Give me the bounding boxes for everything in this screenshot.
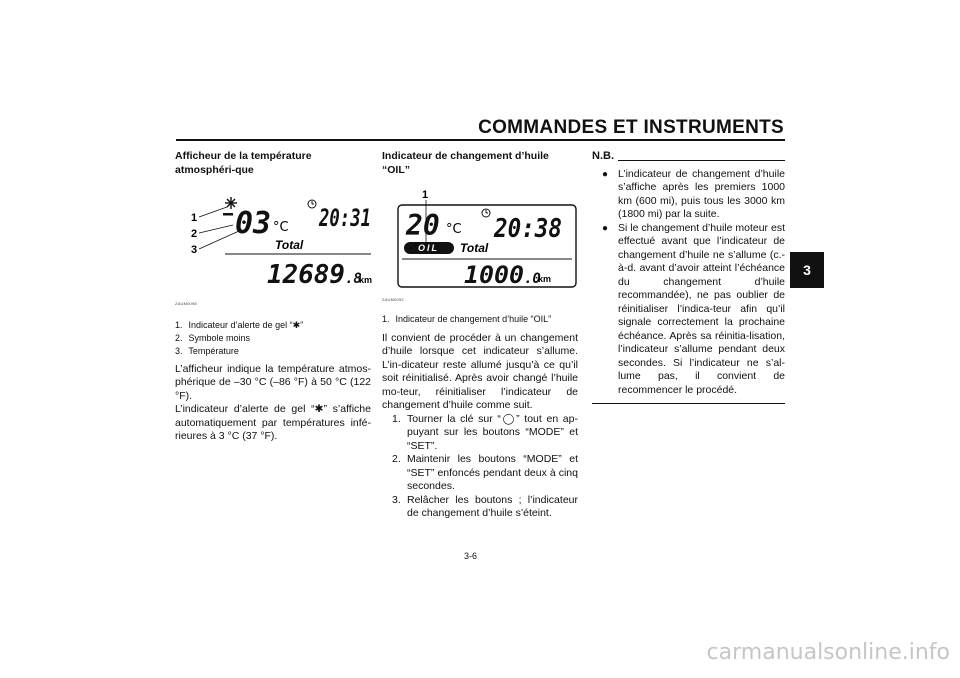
callout-3: 3 [191, 244, 198, 256]
note-list [592, 168, 785, 398]
figure-captions [382, 313, 578, 326]
odometer-digits: 12689 [267, 260, 345, 290]
temperature-range-text: L’afficheur indique la température atmos-phérique de –30 °C (–86 °F) à 50 °C (122 °F). [175, 362, 371, 402]
caption-item: 1. Indicateur de changement d’huile “OIL” [382, 313, 552, 324]
section-oil-title: Indicateur de changement d’huile “OIL” [382, 150, 549, 176]
note-header [592, 150, 785, 164]
oil-change-text: Il convient de procéder à un changement d’huile lorsque cet indicateur s’allume. L’in-dicateur reste allumé jusqu’à ce qu’il soit réinitialisé. Après avoir changé l’huile mo-teur, réinitialiser l’indicateur de changement d’huile comme suit. [382, 331, 578, 411]
caption-item: 3. Température [175, 345, 239, 356]
page-header-title: COMMANDES ET INSTRUMENTS [478, 117, 784, 138]
figure-captions [175, 319, 371, 358]
note-label: N.B. [592, 150, 614, 162]
step-item: 2. Maintenir les boutons “MODE” et “SET” enfoncés pendant deux à cinq secondes. [392, 453, 578, 492]
step-item: 3. Relâcher les boutons ; l’indicateur de changement d’huile s’éteint. [392, 493, 578, 519]
odometer-digits: 1000 [464, 261, 524, 289]
temperature-unit: °C [273, 220, 289, 235]
odometer-unit: km [538, 274, 552, 284]
note-item: ● L’indicateur de changement d’huile s’affiche après les premiers 1000 km (600 mi), puis tous les 3000 km (1800 mi) par la suite. [602, 167, 785, 220]
odometer-unit: km [359, 275, 373, 285]
caption-item: 2. Symbole moins [175, 332, 251, 343]
header-rule [176, 139, 785, 141]
temperature-digits: 03 [235, 206, 272, 241]
callout-2: 2 [191, 228, 198, 240]
callout-1: 1 [191, 212, 198, 224]
oil-indicator-label: OIL [418, 243, 439, 253]
odometer-decimal: .0 [524, 271, 541, 287]
frost-warning-text: L’indicateur d’alerte de gel “✱” s’affiche automatiquement par températures infé-rieures à 3 °C (37 °F). [175, 403, 371, 442]
note-item: ● Si le changement d’huile moteur est effectué avant que l’indicateur de changement d’huile ne s’allume (c.-à-d. avant d’avoir atteint l’échéance du changement d’huile recommandée), ne pas oublier de réinitialiser l’indica-teur afin qu’il signale correctement la prochaine échéance. Après sa réinitia-lisation, l’indicateur s’allume pendant deux secondes. Si l’indicateur ne s’al-lume pas, il convient de recommencer le procédé. [602, 221, 785, 396]
odometer-decimal: .8 [345, 271, 362, 287]
bullet-icon: ● [602, 168, 609, 180]
clock-digits: 20:38 [493, 214, 562, 244]
oil-display-figure [382, 187, 578, 289]
section-temperature [175, 150, 371, 444]
temperature-display-figure [175, 189, 371, 291]
minus-symbol [223, 213, 233, 216]
section-temperature-title: Afficheur de la température atmosphéri-que [175, 150, 312, 176]
figure-code: ZAUM0092 [382, 297, 404, 302]
bullet-icon: ● [602, 222, 609, 234]
clock-digits: 20:31 [318, 204, 371, 232]
temperature-unit: °C [446, 222, 462, 237]
note-end-rule [592, 403, 785, 404]
figure-code: ZAUM0098 [175, 301, 197, 306]
caption-item: 1. Indicateur d’alerte de gel “✱” [175, 319, 304, 330]
chapter-tab: 3 [790, 252, 824, 288]
total-label: Total [275, 238, 304, 252]
oil-callout-1: 1 [422, 189, 429, 201]
reset-steps [382, 413, 578, 521]
note-box [592, 150, 785, 404]
watermark: carmanualsonline.info [706, 640, 950, 665]
section-oil-change [382, 150, 578, 521]
total-label: Total [460, 241, 489, 255]
step-item: 1. Tourner la clé sur “◯” tout en ap-puyant sur les boutons “MODE” et “SET”. [392, 412, 578, 452]
temperature-digits: 20 [406, 209, 440, 242]
page-number: 3-6 [464, 551, 478, 561]
